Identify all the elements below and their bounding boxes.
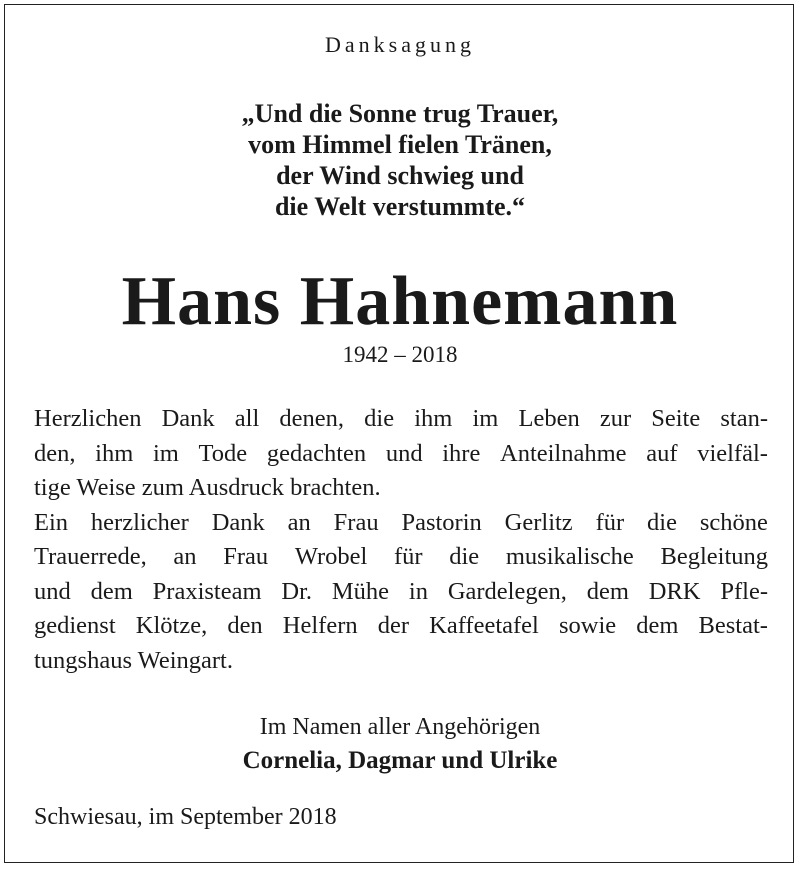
body-word: ihre <box>442 439 481 467</box>
body-word: Seite <box>651 405 701 432</box>
body-word: für <box>595 508 625 536</box>
body-word: die <box>364 405 395 432</box>
body-word: Bestat- <box>698 612 768 639</box>
body-word: vielfäl- <box>697 439 768 467</box>
body-word: und <box>385 439 423 467</box>
quote-line: „Und die Sonne trug Trauer, <box>241 99 559 128</box>
body-word: Pfle- <box>720 577 768 605</box>
signature-intro: Im Namen aller Angehörigen <box>259 714 541 740</box>
body-word: die <box>647 508 677 536</box>
body-word: Ein <box>34 508 69 536</box>
body-word: Mühe <box>331 577 390 605</box>
body-word: den <box>227 612 263 639</box>
body-word: all <box>234 405 260 432</box>
body-line <box>34 437 768 472</box>
body-word: Tode <box>198 439 248 467</box>
quote-line: der Wind schwieg und <box>276 161 524 190</box>
body-word: in <box>408 577 428 605</box>
body-word: gedienst <box>34 612 116 639</box>
body-word: an <box>173 543 197 570</box>
body-word: dem <box>586 577 629 605</box>
body-word: musikalische <box>505 543 634 570</box>
body-word: ihm <box>95 439 134 467</box>
body-word: Gardelegen, <box>447 577 567 605</box>
body-line <box>34 402 768 437</box>
body-word: sowie <box>558 612 617 639</box>
body-word: im <box>472 405 499 432</box>
body-word: stan- <box>720 405 768 432</box>
notice-heading: Danksagung <box>325 32 475 57</box>
memorial-quote <box>0 98 800 222</box>
body-word: Anteilnahme <box>500 439 627 467</box>
body-line: tige Weise zum Ausdruck brachten. <box>34 474 381 501</box>
body-line <box>34 575 768 610</box>
thanks-text <box>34 402 768 678</box>
body-word: und <box>34 577 71 605</box>
body-line <box>34 506 768 541</box>
body-word: für <box>393 543 423 570</box>
quote-line: vom Himmel fielen Tränen, <box>248 130 552 159</box>
quote-line: die Welt verstummte.“ <box>274 192 526 221</box>
signature-names: Cornelia, Dagmar und Ulrike <box>242 747 558 774</box>
body-word: auf <box>646 439 678 467</box>
body-line: tungshaus Weingart. <box>34 646 233 674</box>
body-word: Herzlichen <box>34 405 142 432</box>
body-word: dem <box>90 577 133 605</box>
body-word: Helfern <box>282 612 358 639</box>
body-word: gedachten <box>266 439 367 467</box>
body-word: den, <box>34 439 76 467</box>
body-word: die <box>449 543 480 570</box>
body-word: DRK <box>648 577 701 605</box>
life-dates: 1942 – 2018 <box>342 342 458 367</box>
body-word: herzlicher <box>90 508 189 536</box>
body-word: der <box>377 612 410 639</box>
body-word: Wrobel <box>294 543 368 570</box>
body-word: zur <box>599 405 632 432</box>
body-line <box>34 609 768 644</box>
body-word: Frau <box>333 508 379 536</box>
body-word: Dank <box>161 405 215 432</box>
body-word: Dr. <box>281 577 313 605</box>
place-and-date: Schwiesau, im September 2018 <box>34 804 337 830</box>
deceased-name: Hans Hahnemann <box>121 263 679 340</box>
body-word: schöne <box>699 508 768 536</box>
body-word: Begleitung <box>660 543 768 570</box>
body-word: Praxisteam <box>152 577 262 605</box>
body-word: Klötze, <box>135 612 208 639</box>
body-word: Dank <box>211 508 265 536</box>
body-line <box>34 540 768 575</box>
body-word: ihm <box>414 405 453 432</box>
body-word: Kaffeetafel <box>429 612 539 639</box>
body-word: Pastorin <box>401 508 482 536</box>
body-word: Gerlitz <box>504 508 573 536</box>
body-word: Leben <box>518 405 580 432</box>
signature-block <box>0 710 800 778</box>
body-word: dem <box>636 612 679 639</box>
body-word: denen, <box>279 405 345 432</box>
body-word: an <box>287 508 311 536</box>
body-word: Trauerrede, <box>34 543 147 570</box>
body-word: im <box>152 439 179 467</box>
body-word: Frau <box>223 543 269 570</box>
